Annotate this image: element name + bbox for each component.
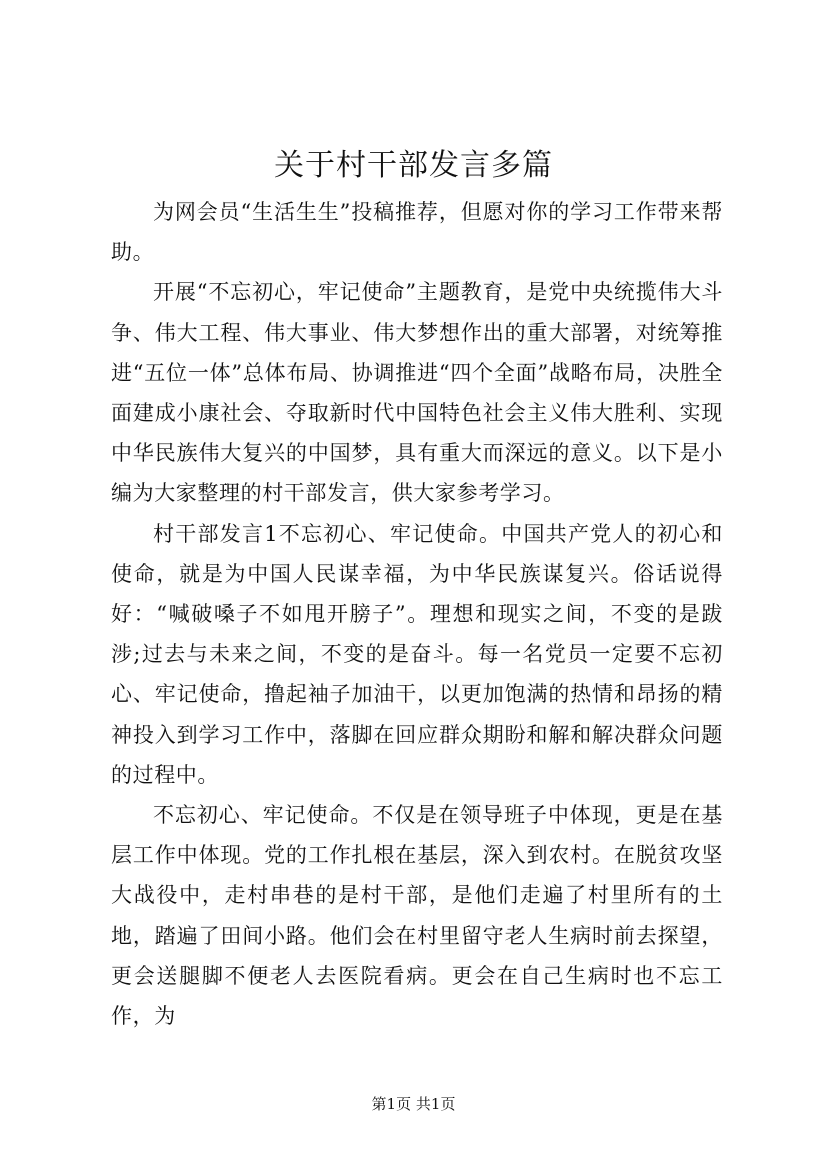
document-body xyxy=(111,192,723,1036)
paragraph-intro: 为网会员“生活生生”投稿推荐，但愿对你的学习工作带来帮助。 xyxy=(111,200,723,265)
footer-total-prefix: 共 xyxy=(415,1095,431,1113)
paragraph-speech-1: 村干部发言1不忘初心、牢记使命。中国共产党人的初心和使命，就是为中国人民谋幸福，为中华民族谋复兴。俗话说得好：“喊破嗓子不如甩开膀子”。理想和现实之间，不变的是跋涉;过去与未来之间，不变的是奋斗。每一名党员一定要不忘初心、牢记使命，撸起袖子加油干，以更加饱满的热情和昂扬的精神投入到学习工作中，落脚在回应群众期盼和解和解决群众问题的过程中。 xyxy=(111,521,723,787)
document-title: 关于村干部发言多篇 xyxy=(274,148,553,183)
footer-total-pages: 1 xyxy=(430,1095,441,1113)
footer-page-prefix: 第 xyxy=(371,1095,387,1113)
page-footer xyxy=(0,1094,827,1114)
footer-page-mid: 页 xyxy=(396,1095,412,1113)
footer-total-suffix: 页 xyxy=(440,1095,456,1113)
paragraph-background: 开展“不忘初心，牢记使命”主题教育，是党中央统揽伟大斗争、伟大工程、伟大事业、伟大梦想作出的重大部署，对统筹推进“五位一体”总体布局、协调推进“四个全面”战略布局，决胜全面建成小康社会、夺取新时代中国特色社会主义伟大胜利、实现中华民族伟大复兴的中国梦，具有重大而深远的意义。以下是小编为大家整理的村干部发言，供大家参考学习。 xyxy=(111,280,723,506)
footer-page-number: 1 xyxy=(386,1095,397,1113)
paragraph-grassroots: 不忘初心、牢记使命。不仅是在领导班子中体现，更是在基层工作中体现。党的工作扎根在基层，深入到农村。在脱贫攻坚大战役中，走村串巷的是村干部，是他们走遍了村里所有的土地，踏遍了田间小路。他们会在村里留守老人生病时前去探望，更会送腿脚不便老人去医院看病。更会在自己生病时也不忘工作，为 xyxy=(111,803,723,1029)
